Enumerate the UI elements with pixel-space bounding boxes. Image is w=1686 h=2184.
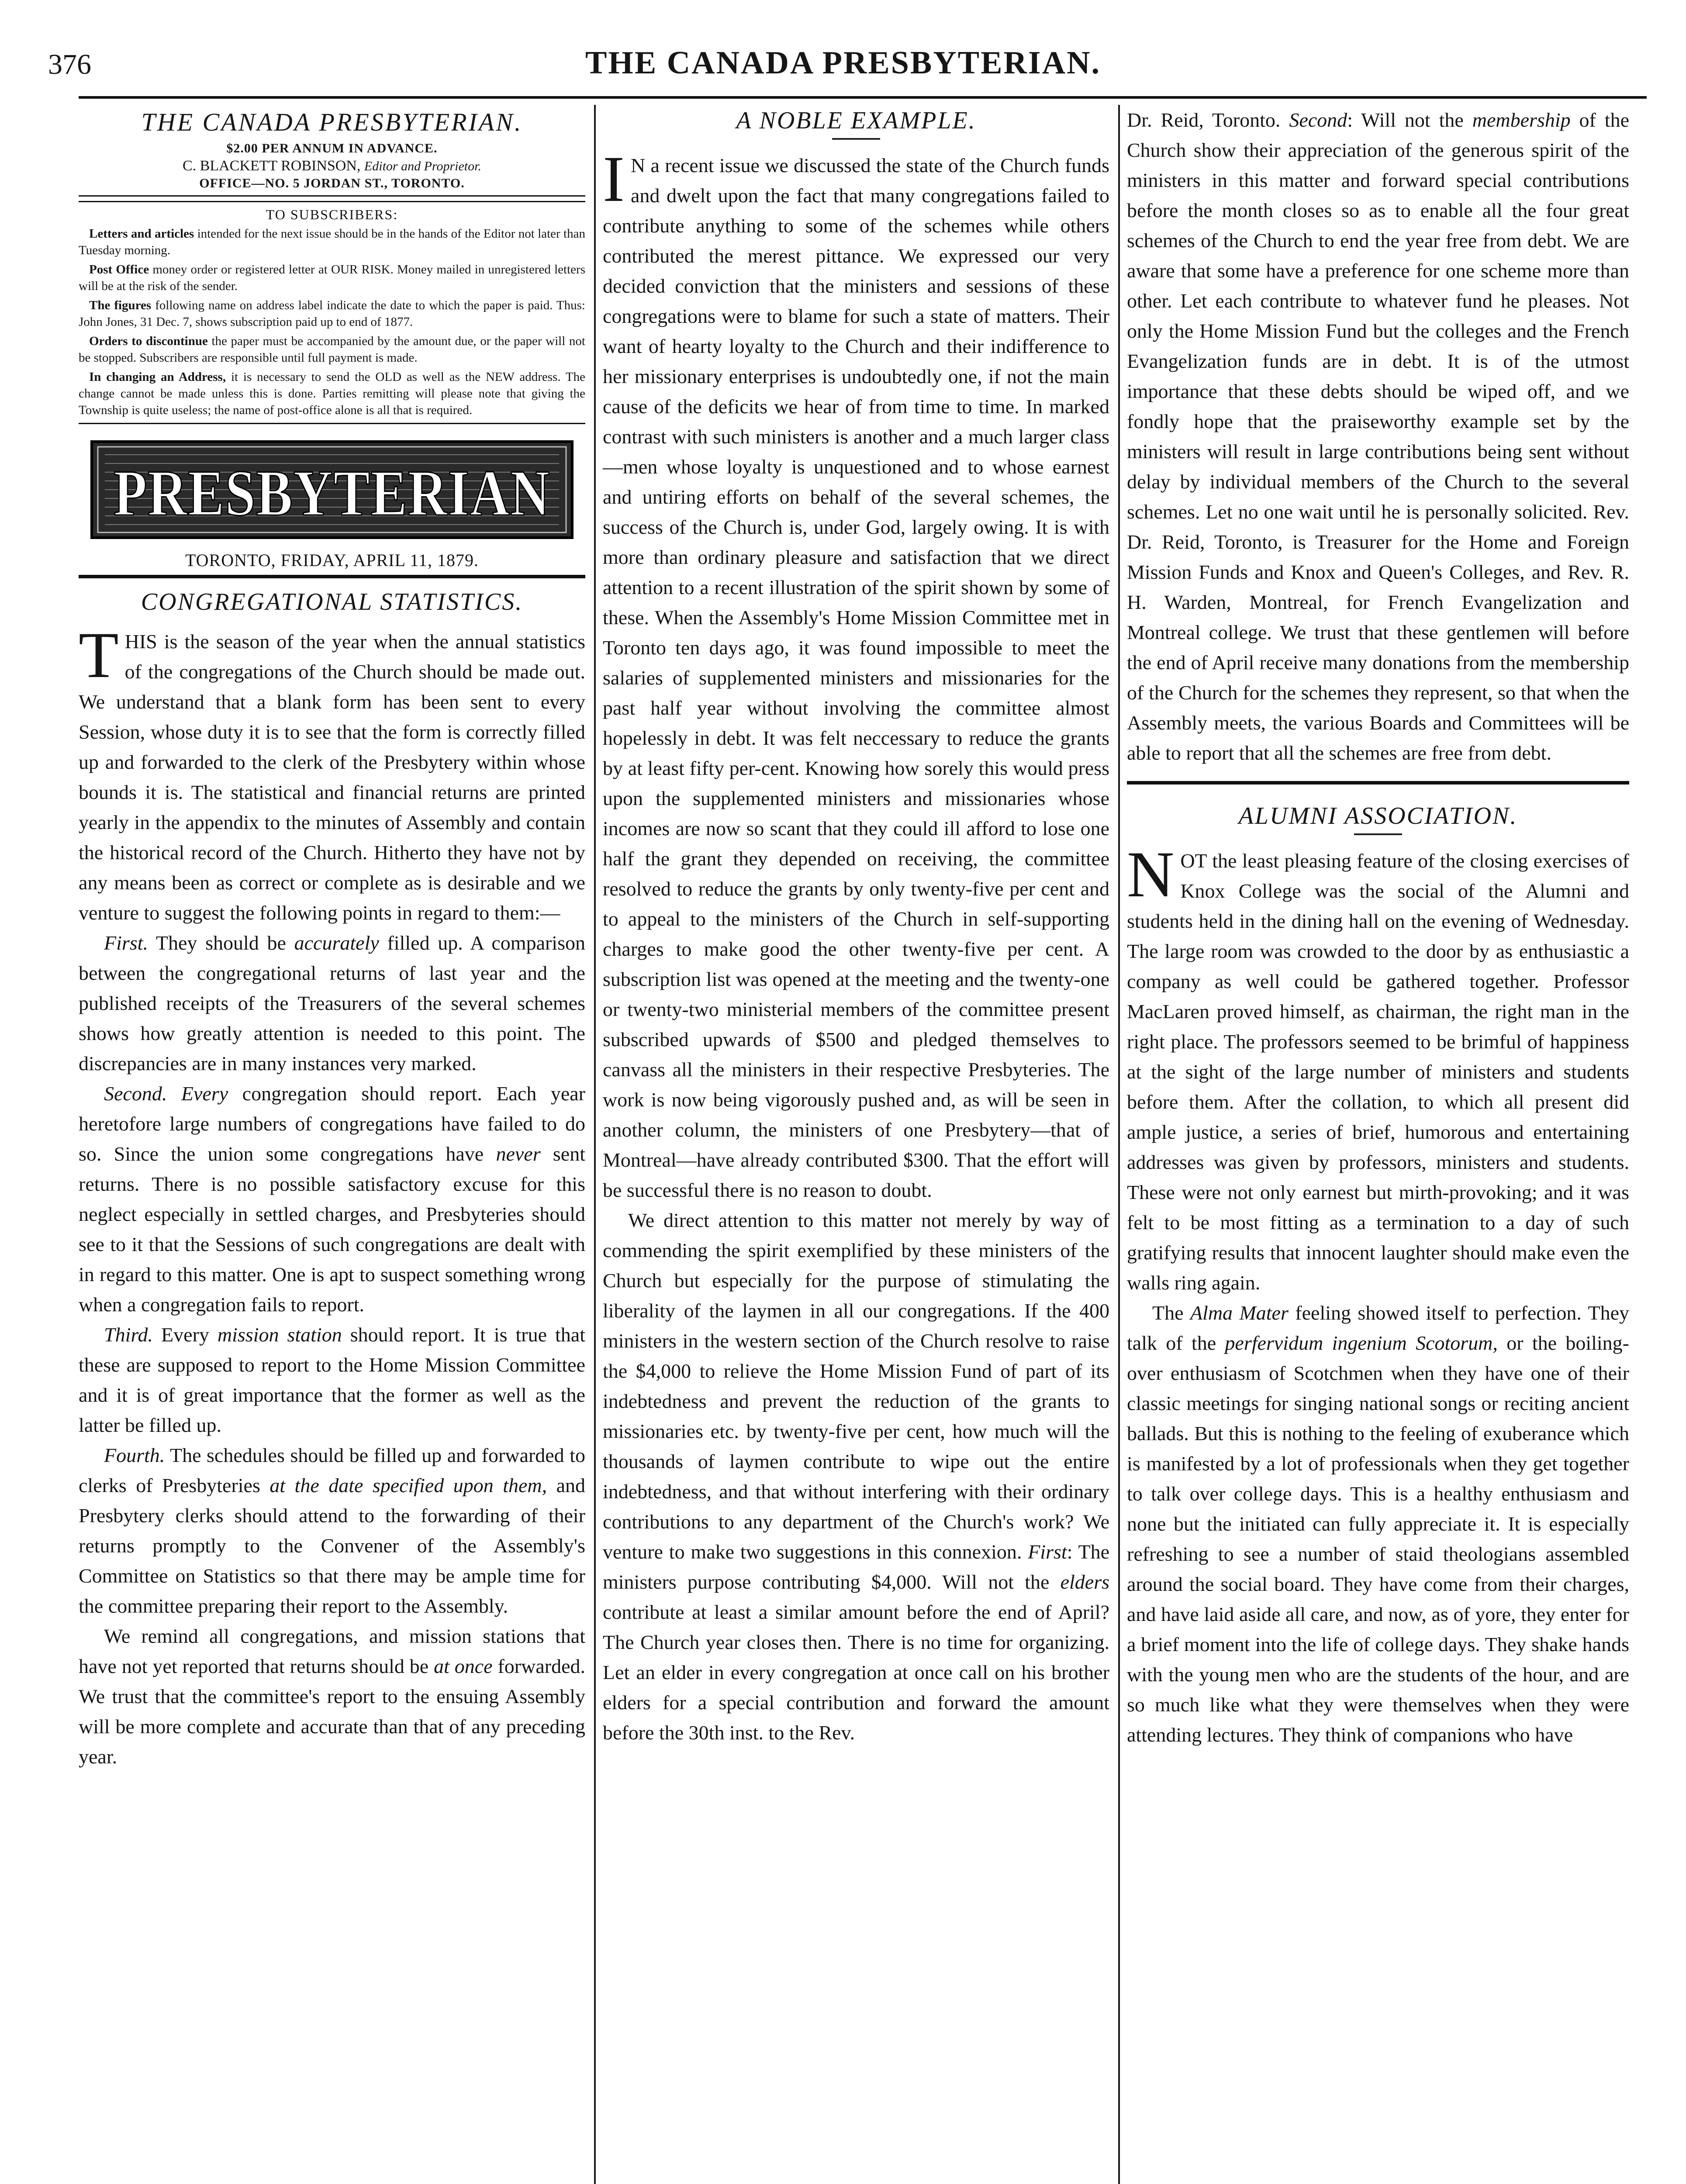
heading-underline bbox=[832, 138, 880, 140]
column-divider bbox=[1118, 105, 1120, 2184]
rule bbox=[79, 201, 585, 202]
editor-role: Editor and Proprietor. bbox=[364, 159, 481, 173]
masthead-title: THE CANADA PRESBYTERIAN. bbox=[141, 108, 523, 136]
running-title: THE CANADA PRESBYTERIAN. bbox=[585, 45, 1101, 81]
paragraph: We direct attention to this matter not merely by way of commending the spirit exemplified by these ministers of the Church but especially for the purpose of stimulating the liberality of the laymen in all our congregations. If the 400 ministers in the western section of the Church resolve to raise the $4,000 to relieve the Home Mission Fund of part of its indebtedness and prevent the reduction of the grants to missionaries etc. by twenty-five per cent, how much will the thousands of laymen contribute to wipe out the entire indebtedness, and that without interfering with their ordinary contributions to any department of the Church's work? We venture to make two suggestions in this connexion. First: The ministers purpose contributing $4,000. Will not the elders contribute at least a similar amount before the end of April? The Church year closes then. There is no time for organizing. Let an elder in every congregation at once call on his brother elders for a special contribution and forward the amount before the 30th inst. to the Rev. bbox=[603, 1209, 1109, 1744]
column-2 bbox=[603, 105, 1109, 1748]
notice: Post Office money order or registered letter at OUR RISK. Money mailed in unregistered letters will be at the risk of the sender. bbox=[79, 263, 585, 293]
drop-cap: T bbox=[79, 619, 119, 691]
masthead-office: OFFICE—NO. 5 JORDAN ST., TORONTO. bbox=[199, 176, 465, 190]
section-heading: CONGREGATIONAL STATISTICS. bbox=[141, 588, 523, 615]
dateline: TORONTO, FRIDAY, APRIL 11, 1879. bbox=[185, 550, 479, 570]
header-rule bbox=[79, 96, 1647, 99]
page-number: 376 bbox=[48, 48, 91, 80]
paragraph: The Alma Mater feeling showed itself to perfection. They talk of the perfervidum ingenium Scotorum, or the boiling-over enthusiasm of Scotchmen when they have one of their classic meetings for singing national songs or reciting ancient ballads. But this is nothing to the feeling of exuberance which is manifested by a lot of professionals when they get together to talk over college days. This is a healthy enthusiasm and none but the initiated can fully appreciate it. It is especially refreshing to see a number of staid theologians assembled around the social board. They have come from their charges, and have laid aside all care, and now, as of yore, they enter for a brief moment into the life of college days. They shake hands with the young men who are the students of the hour, and are so much like what they were themselves when they were attending lectures. They think of companions who have bbox=[1127, 1302, 1630, 1746]
column-divider bbox=[594, 105, 596, 2184]
section-heading: ALUMNI ASSOCIATION. bbox=[1127, 802, 1629, 835]
rule bbox=[79, 575, 585, 578]
rule bbox=[1127, 781, 1629, 784]
logo-banner bbox=[79, 437, 585, 542]
paragraph: First. They should be accurately filled up. A comparison between the congregational returns of last year and the published receipts of the Treasurers of the several schemes shows how greatly attention is needed to this point. The discrepancies are in many instances very marked. bbox=[79, 932, 585, 1075]
article-alumni-association bbox=[1127, 838, 1630, 1750]
notice: The figures following name on address label indicate the date to which the paper is paid. Thus: John Jones, 31 Dec. 7, shows subscription paid up to end of 1877. bbox=[79, 298, 585, 329]
subscribers-heading: TO SUBSCRIBERS: bbox=[266, 207, 398, 222]
drop-cap: N bbox=[1127, 838, 1175, 911]
notice: Orders to discontinue the paper must be accompanied by the amount due, or the paper will not be stopped. Subscribers are responsible until full payment is made. bbox=[79, 334, 585, 365]
paragraph: Dr. Reid, Toronto. Second: Will not the membership of the Church show their appreciation of the generous spirit of the ministers in this matter and forward special contributions before the month closes so as to enable all the four great schemes of the Church to end the year free from debt. We are aware that some have a preference for one scheme more than other. Let each contribute to whatever fund he pleases. Not only the Home Mission Fund but the colleges and the French Evangelization funds are in debt. It is of the utmost importance that these debts should be wiped off, and we fondly hope that the praiseworthy example set by the ministers will result in large contributions being sent without delay by individual members of the Church to the several schemes. Let no one wait until he is personally solicited. Rev. Dr. Reid, Toronto, is Treasurer for the Home and Foreign Mission Funds and Knox and Queen's Colleges, and Rev. R. H. Warden, Montreal, for French Evangelization and Montreal college. We trust that these gentlemen will before the end of April receive many donations from the membership of the Church for the schemes they represent, so that when the Assembly meets, the various Boards and Committees will be able to report that all the schemes are free from debt. bbox=[1127, 109, 1630, 764]
editor-name: C. BLACKETT ROBINSON, bbox=[183, 158, 361, 174]
article-noble-example bbox=[603, 143, 1109, 1748]
column-3 bbox=[1127, 105, 1629, 1750]
notice: Letters and articles intended for the next issue should be in the hands of the Editor not later than Tuesday morning. bbox=[79, 227, 585, 257]
rule bbox=[79, 423, 585, 424]
paragraph: Third. Every mission station should report. It is true that these are supposed to report to the Home Mission Committee and it is of great importance that the former as well as the latter be filled up. bbox=[79, 1324, 585, 1436]
column-1 bbox=[79, 105, 585, 1772]
paragraph: NOT the least pleasing feature of the closing exercises of Knox College was the social of the Alumni and students held in the dining hall on the evening of Wednesday. The large room was crowded to the door by as enthusiastic a company as well could be gathered together. Professor MacLaren proved himself, as chairman, the right man in the right place. The professors seemed to be brimful of happiness at the sight of the large number of ministers and students before them. After the collation, to which all present did ample justice, a series of brief, humorous and entertaining addresses was given by professors, ministers and students. These were not only earnest but mirth-provoking; and it was felt to be most fitting as a termination to a day of such gratifying results that innocent laughter should make even the walls ring again. bbox=[1127, 838, 1629, 1294]
notice: In changing an Address, it is necessary to send the OLD as well as the NEW address. The change cannot be made unless this is done. Parties remitting will please note that giving the Township is quite useless; the name of post-office alone is all that is required. bbox=[79, 370, 585, 417]
paragraph: I N a recent issue we discussed the state of the Church funds and dwelt upon the fact that many congregations failed to contribute anything to some of the schemes while others contributed the merest pittance. We expressed our very decided conviction that the ministers and sessions of these congregations were to blame for such a state of matters. Their want of hearty loyalty to the Church and their indifference to her missionary enterprises is undoubtedly one, if not the main cause of the deficits we hear of from time to time. In marked contrast with such ministers is another and a much larger class —men whose loyalty is unquestioned and to whose earnest and untiring efforts on behalf of the several schemes, the success of the Church is, under God, largely owing. It is with more than ordinary pleasure and satisfaction that we direct attention to a recent illustration of the spirit shown by some of these. When the Assembly's Home Mission Committee met in Toronto ten days ago, it was found impossible to meet the salaries of supplemented ministers and missionaries for the past half year without involving the committee almost hopelessly in debt. It was felt neccessary to reduce the grants by at least fifty per-cent. Knowing how sorely this would press upon the supplemented ministers and missionaries whose incomes are now so scant that they could ill afford to lose one half the grant they depended on receiving, the committee resolved to reduce the grants by only twenty-five per cent and to appeal to the ministers of the Church in self-supporting charges to make good the other twenty-five per cent. A subscription list was opened at the meeting and the twenty-one or twenty-two ministerial members of the committee present subscribed upwards of $500 and pledged themselves to canvass all the ministers in their respective Presbyteries. The work is now being vigorously pushed and, as will be seen in another column, the ministers of one Presbytery—that of Montreal—have already contributed $300. That the effort will be successful there is no reason to doubt. bbox=[603, 143, 1109, 1201]
paragraph: Second. Every congregation should report. Each year heretofore large numbers of congregations have failed to do so. Since the union some congregations have never sent returns. There is no possible satisfactory excuse for this neglect especially in settled charges, and Presbyteries should see to it that the Sessions of such congregations are dealt with in regard to this matter. One is apt to suspect something wrong when a congregation fails to report. bbox=[79, 1082, 586, 1316]
section-heading: A NOBLE EXAMPLE. bbox=[603, 107, 1109, 140]
rule bbox=[79, 195, 585, 197]
drop-cap: I bbox=[603, 143, 625, 215]
paragraph: THIS is the season of the year when the annual statistics of the congregations of the Church should be made out. We understand that a blank form has been sent to every Session, whose duty it is to see that the form is correctly filled up and forwarded to the clerk of the Presbytery within whose bounds it is. The statistical and financial returns are printed yearly in the appendix to the minutes of Assembly and contain the historical record of the Church. Hitherto they have not by any means been as correct or complete as is desirable and we venture to suggest the following points in regard to them:— bbox=[79, 619, 585, 924]
article-noble-example-continued bbox=[1127, 105, 1629, 768]
paragraph: We remind all congregations, and mission stations that have not yet reported that returns should be at once forwarded. We trust that the committee's report to the ensuing Assembly will be more complete and accurate than that of any preceding year. bbox=[79, 1625, 585, 1768]
presbyterian-logo bbox=[79, 437, 585, 542]
masthead-editor bbox=[79, 158, 585, 174]
article-congregational-statistics bbox=[79, 619, 586, 1772]
heading-underline bbox=[1354, 833, 1402, 835]
masthead-price: $2.00 PER ANNUM IN ADVANCE. bbox=[226, 141, 438, 156]
logo-word: PRESBYTERIAN bbox=[114, 457, 550, 529]
paragraph: Fourth. The schedules should be filled up and forwarded to clerks of Presbyteries at the date specified upon them, and Presbytery clerks should attend to the forwarding of their returns promptly to the Convener of the Assembly's Committee on Statistics so that there may be ample time for the committee preparing their report to the Assembly. bbox=[79, 1444, 586, 1617]
